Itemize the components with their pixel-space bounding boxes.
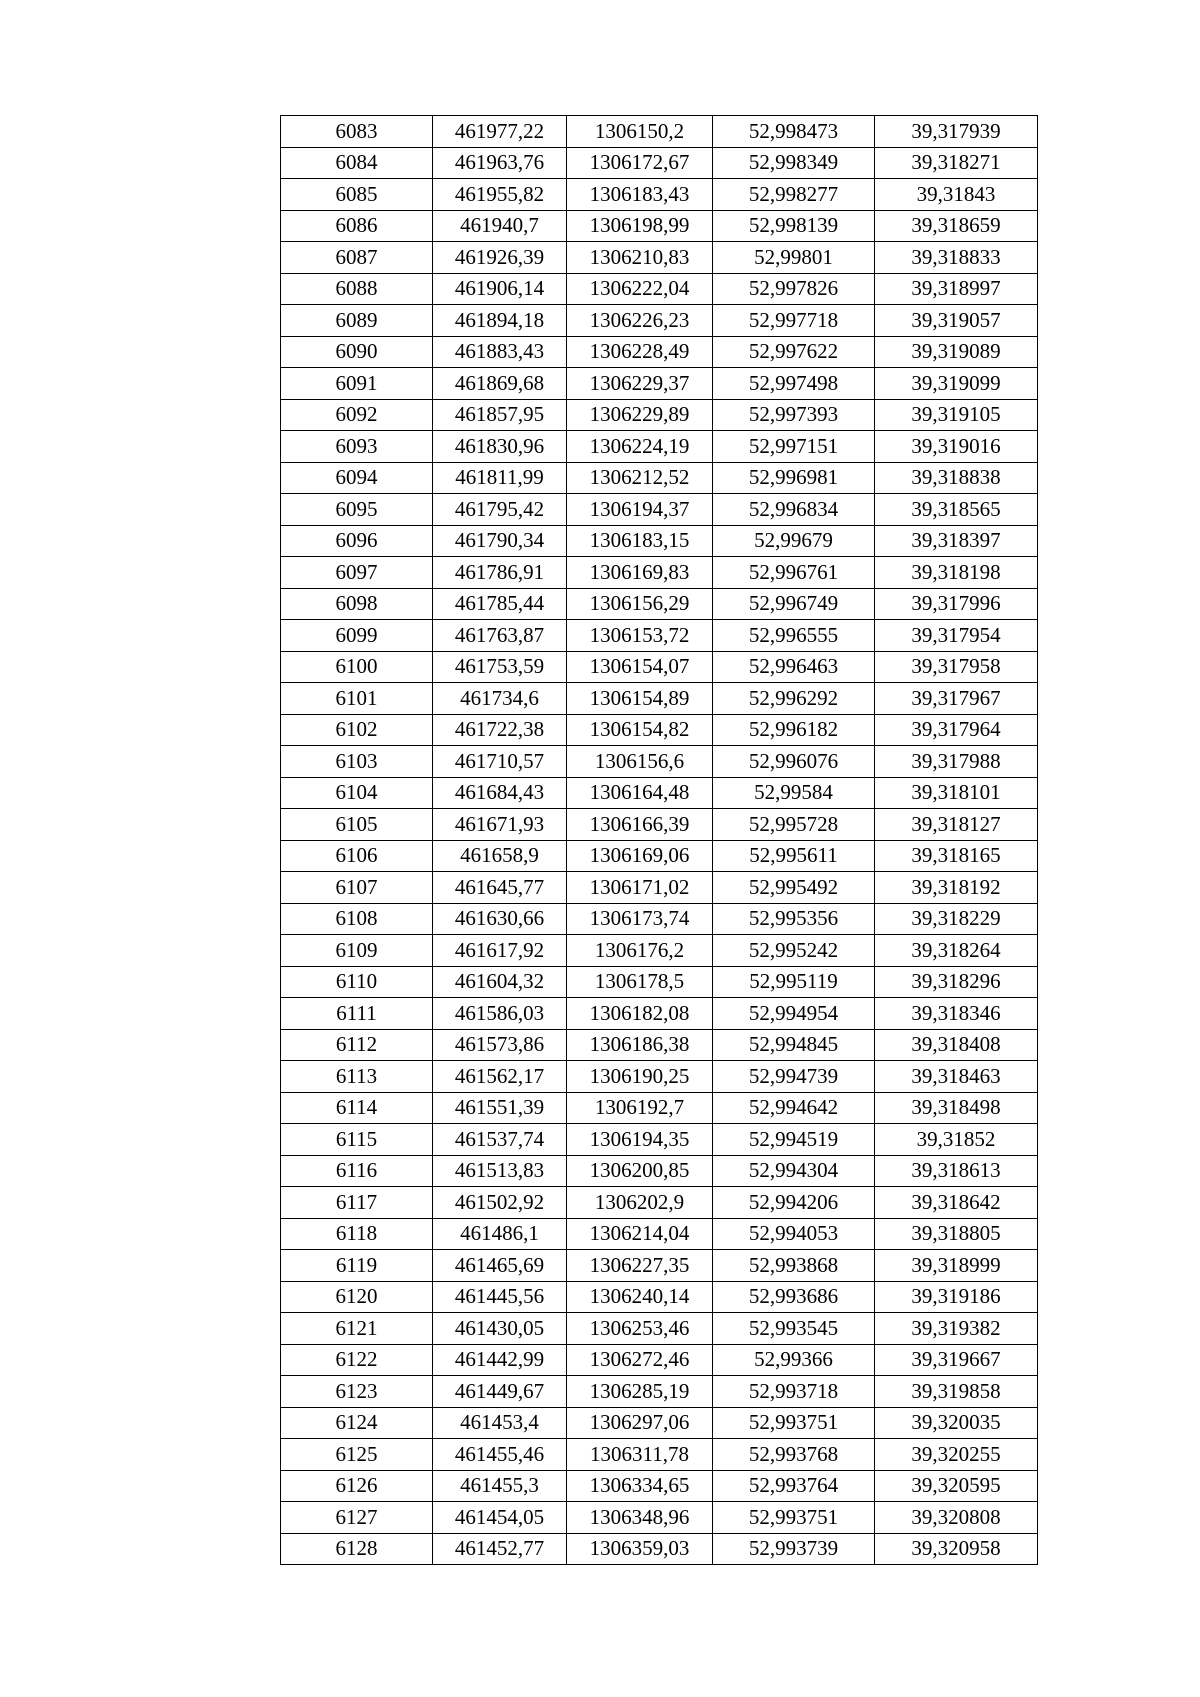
longitude-cell: 39,318346	[875, 998, 1038, 1030]
table-row	[281, 336, 1038, 368]
latitude-cell: 52,995728	[713, 809, 875, 841]
point-number-cell: 6088	[281, 273, 433, 305]
y-coordinate-cell: 1306169,06	[567, 840, 713, 872]
longitude-cell: 39,318101	[875, 777, 1038, 809]
y-coordinate-cell: 1306183,15	[567, 525, 713, 557]
latitude-cell: 52,998277	[713, 179, 875, 211]
point-number-cell: 6118	[281, 1218, 433, 1250]
x-coordinate-cell: 461710,57	[433, 746, 567, 778]
table-row	[281, 1124, 1038, 1156]
x-coordinate-cell: 461684,43	[433, 777, 567, 809]
longitude-cell: 39,318165	[875, 840, 1038, 872]
longitude-cell: 39,318833	[875, 242, 1038, 274]
table-row	[281, 935, 1038, 967]
x-coordinate-cell: 461562,17	[433, 1061, 567, 1093]
x-coordinate-cell: 461586,03	[433, 998, 567, 1030]
longitude-cell: 39,318642	[875, 1187, 1038, 1219]
x-coordinate-cell: 461830,96	[433, 431, 567, 463]
longitude-cell: 39,318613	[875, 1155, 1038, 1187]
longitude-cell: 39,318659	[875, 210, 1038, 242]
point-number-cell: 6117	[281, 1187, 433, 1219]
coordinates-table	[280, 115, 1038, 1565]
table-row	[281, 242, 1038, 274]
table-row	[281, 210, 1038, 242]
table-row	[281, 147, 1038, 179]
y-coordinate-cell: 1306176,2	[567, 935, 713, 967]
latitude-cell: 52,995242	[713, 935, 875, 967]
point-number-cell: 6111	[281, 998, 433, 1030]
point-number-cell: 6109	[281, 935, 433, 967]
y-coordinate-cell: 1306229,37	[567, 368, 713, 400]
y-coordinate-cell: 1306194,35	[567, 1124, 713, 1156]
x-coordinate-cell: 461617,92	[433, 935, 567, 967]
y-coordinate-cell: 1306156,29	[567, 588, 713, 620]
point-number-cell: 6114	[281, 1092, 433, 1124]
longitude-cell: 39,317967	[875, 683, 1038, 715]
x-coordinate-cell: 461671,93	[433, 809, 567, 841]
x-coordinate-cell: 461551,39	[433, 1092, 567, 1124]
x-coordinate-cell: 461430,05	[433, 1313, 567, 1345]
table-row	[281, 903, 1038, 935]
y-coordinate-cell: 1306153,72	[567, 620, 713, 652]
latitude-cell: 52,997151	[713, 431, 875, 463]
y-coordinate-cell: 1306202,9	[567, 1187, 713, 1219]
table-row	[281, 1533, 1038, 1565]
point-number-cell: 6121	[281, 1313, 433, 1345]
table-row	[281, 1250, 1038, 1282]
longitude-cell: 39,318999	[875, 1250, 1038, 1282]
latitude-cell: 52,995119	[713, 966, 875, 998]
latitude-cell: 52,993751	[713, 1407, 875, 1439]
longitude-cell: 39,319016	[875, 431, 1038, 463]
longitude-cell: 39,318997	[875, 273, 1038, 305]
x-coordinate-cell: 461869,68	[433, 368, 567, 400]
x-coordinate-cell: 461786,91	[433, 557, 567, 589]
point-number-cell: 6106	[281, 840, 433, 872]
x-coordinate-cell: 461977,22	[433, 116, 567, 148]
latitude-cell: 52,99366	[713, 1344, 875, 1376]
x-coordinate-cell: 461734,6	[433, 683, 567, 715]
longitude-cell: 39,320255	[875, 1439, 1038, 1471]
latitude-cell: 52,994954	[713, 998, 875, 1030]
point-number-cell: 6125	[281, 1439, 433, 1471]
longitude-cell: 39,318264	[875, 935, 1038, 967]
table-row	[281, 588, 1038, 620]
x-coordinate-cell: 461465,69	[433, 1250, 567, 1282]
y-coordinate-cell: 1306166,39	[567, 809, 713, 841]
longitude-cell: 39,318838	[875, 462, 1038, 494]
x-coordinate-cell: 461785,44	[433, 588, 567, 620]
table-row	[281, 777, 1038, 809]
latitude-cell: 52,994739	[713, 1061, 875, 1093]
y-coordinate-cell: 1306173,74	[567, 903, 713, 935]
point-number-cell: 6092	[281, 399, 433, 431]
y-coordinate-cell: 1306348,96	[567, 1502, 713, 1534]
y-coordinate-cell: 1306222,04	[567, 273, 713, 305]
latitude-cell: 52,993764	[713, 1470, 875, 1502]
x-coordinate-cell: 461658,9	[433, 840, 567, 872]
point-number-cell: 6096	[281, 525, 433, 557]
x-coordinate-cell: 461573,86	[433, 1029, 567, 1061]
longitude-cell: 39,319057	[875, 305, 1038, 337]
longitude-cell: 39,318805	[875, 1218, 1038, 1250]
point-number-cell: 6116	[281, 1155, 433, 1187]
point-number-cell: 6102	[281, 714, 433, 746]
latitude-cell: 52,993686	[713, 1281, 875, 1313]
latitude-cell: 52,997718	[713, 305, 875, 337]
x-coordinate-cell: 461722,38	[433, 714, 567, 746]
latitude-cell: 52,99801	[713, 242, 875, 274]
y-coordinate-cell: 1306154,82	[567, 714, 713, 746]
point-number-cell: 6119	[281, 1250, 433, 1282]
point-number-cell: 6084	[281, 147, 433, 179]
table-row	[281, 305, 1038, 337]
y-coordinate-cell: 1306210,83	[567, 242, 713, 274]
x-coordinate-cell: 461502,92	[433, 1187, 567, 1219]
latitude-cell: 52,998139	[713, 210, 875, 242]
y-coordinate-cell: 1306154,89	[567, 683, 713, 715]
longitude-cell: 39,318463	[875, 1061, 1038, 1093]
y-coordinate-cell: 1306226,23	[567, 305, 713, 337]
latitude-cell: 52,993868	[713, 1250, 875, 1282]
longitude-cell: 39,318127	[875, 809, 1038, 841]
longitude-cell: 39,317988	[875, 746, 1038, 778]
point-number-cell: 6120	[281, 1281, 433, 1313]
coordinates-table-body	[281, 116, 1038, 1565]
latitude-cell: 52,994304	[713, 1155, 875, 1187]
latitude-cell: 52,996834	[713, 494, 875, 526]
latitude-cell: 52,994642	[713, 1092, 875, 1124]
latitude-cell: 52,994845	[713, 1029, 875, 1061]
x-coordinate-cell: 461906,14	[433, 273, 567, 305]
table-row	[281, 462, 1038, 494]
latitude-cell: 52,995356	[713, 903, 875, 935]
x-coordinate-cell: 461926,39	[433, 242, 567, 274]
table-row	[281, 1344, 1038, 1376]
x-coordinate-cell: 461645,77	[433, 872, 567, 904]
longitude-cell: 39,31852	[875, 1124, 1038, 1156]
latitude-cell: 52,996292	[713, 683, 875, 715]
latitude-cell: 52,994519	[713, 1124, 875, 1156]
latitude-cell: 52,996182	[713, 714, 875, 746]
table-row	[281, 1407, 1038, 1439]
x-coordinate-cell: 461455,3	[433, 1470, 567, 1502]
table-row	[281, 116, 1038, 148]
y-coordinate-cell: 1306200,85	[567, 1155, 713, 1187]
latitude-cell: 52,994053	[713, 1218, 875, 1250]
latitude-cell: 52,99584	[713, 777, 875, 809]
y-coordinate-cell: 1306227,35	[567, 1250, 713, 1282]
y-coordinate-cell: 1306311,78	[567, 1439, 713, 1471]
latitude-cell: 52,998473	[713, 116, 875, 148]
latitude-cell: 52,997826	[713, 273, 875, 305]
table-row	[281, 714, 1038, 746]
table-row	[281, 1155, 1038, 1187]
x-coordinate-cell: 461453,4	[433, 1407, 567, 1439]
point-number-cell: 6097	[281, 557, 433, 589]
y-coordinate-cell: 1306183,43	[567, 179, 713, 211]
longitude-cell: 39,318397	[875, 525, 1038, 557]
longitude-cell: 39,318229	[875, 903, 1038, 935]
longitude-cell: 39,317958	[875, 651, 1038, 683]
point-number-cell: 6087	[281, 242, 433, 274]
table-row	[281, 179, 1038, 211]
x-coordinate-cell: 461452,77	[433, 1533, 567, 1565]
table-row	[281, 525, 1038, 557]
x-coordinate-cell: 461894,18	[433, 305, 567, 337]
point-number-cell: 6110	[281, 966, 433, 998]
y-coordinate-cell: 1306229,89	[567, 399, 713, 431]
x-coordinate-cell: 461630,66	[433, 903, 567, 935]
latitude-cell: 52,997393	[713, 399, 875, 431]
y-coordinate-cell: 1306186,38	[567, 1029, 713, 1061]
latitude-cell: 52,996463	[713, 651, 875, 683]
y-coordinate-cell: 1306171,02	[567, 872, 713, 904]
y-coordinate-cell: 1306194,37	[567, 494, 713, 526]
longitude-cell: 39,319667	[875, 1344, 1038, 1376]
table-row	[281, 872, 1038, 904]
point-number-cell: 6105	[281, 809, 433, 841]
table-row	[281, 1281, 1038, 1313]
x-coordinate-cell: 461955,82	[433, 179, 567, 211]
point-number-cell: 6107	[281, 872, 433, 904]
point-number-cell: 6108	[281, 903, 433, 935]
longitude-cell: 39,317996	[875, 588, 1038, 620]
table-row	[281, 1470, 1038, 1502]
point-number-cell: 6101	[281, 683, 433, 715]
y-coordinate-cell: 1306190,25	[567, 1061, 713, 1093]
x-coordinate-cell: 461445,56	[433, 1281, 567, 1313]
table-row	[281, 431, 1038, 463]
table-row	[281, 1218, 1038, 1250]
latitude-cell: 52,996555	[713, 620, 875, 652]
table-row	[281, 1376, 1038, 1408]
table-row	[281, 840, 1038, 872]
point-number-cell: 6098	[281, 588, 433, 620]
point-number-cell: 6122	[281, 1344, 433, 1376]
x-coordinate-cell: 461940,7	[433, 210, 567, 242]
x-coordinate-cell: 461442,99	[433, 1344, 567, 1376]
point-number-cell: 6085	[281, 179, 433, 211]
table-row	[281, 1313, 1038, 1345]
y-coordinate-cell: 1306272,46	[567, 1344, 713, 1376]
table-row	[281, 1439, 1038, 1471]
x-coordinate-cell: 461537,74	[433, 1124, 567, 1156]
longitude-cell: 39,320035	[875, 1407, 1038, 1439]
y-coordinate-cell: 1306359,03	[567, 1533, 713, 1565]
y-coordinate-cell: 1306150,2	[567, 116, 713, 148]
longitude-cell: 39,319382	[875, 1313, 1038, 1345]
table-row	[281, 998, 1038, 1030]
table-row	[281, 1061, 1038, 1093]
y-coordinate-cell: 1306253,46	[567, 1313, 713, 1345]
y-coordinate-cell: 1306297,06	[567, 1407, 713, 1439]
y-coordinate-cell: 1306285,19	[567, 1376, 713, 1408]
table-row	[281, 557, 1038, 589]
point-number-cell: 6095	[281, 494, 433, 526]
point-number-cell: 6115	[281, 1124, 433, 1156]
y-coordinate-cell: 1306182,08	[567, 998, 713, 1030]
y-coordinate-cell: 1306224,19	[567, 431, 713, 463]
longitude-cell: 39,320958	[875, 1533, 1038, 1565]
latitude-cell: 52,995492	[713, 872, 875, 904]
x-coordinate-cell: 461486,1	[433, 1218, 567, 1250]
table-row	[281, 1187, 1038, 1219]
latitude-cell: 52,996981	[713, 462, 875, 494]
table-row	[281, 746, 1038, 778]
longitude-cell: 39,318498	[875, 1092, 1038, 1124]
table-row	[281, 809, 1038, 841]
latitude-cell: 52,996749	[713, 588, 875, 620]
x-coordinate-cell: 461454,05	[433, 1502, 567, 1534]
table-row	[281, 399, 1038, 431]
latitude-cell: 52,997622	[713, 336, 875, 368]
table-row	[281, 966, 1038, 998]
latitude-cell: 52,997498	[713, 368, 875, 400]
point-number-cell: 6112	[281, 1029, 433, 1061]
point-number-cell: 6123	[281, 1376, 433, 1408]
point-number-cell: 6091	[281, 368, 433, 400]
x-coordinate-cell: 461790,34	[433, 525, 567, 557]
longitude-cell: 39,31843	[875, 179, 1038, 211]
longitude-cell: 39,319089	[875, 336, 1038, 368]
point-number-cell: 6090	[281, 336, 433, 368]
longitude-cell: 39,320595	[875, 1470, 1038, 1502]
x-coordinate-cell: 461604,32	[433, 966, 567, 998]
longitude-cell: 39,319858	[875, 1376, 1038, 1408]
longitude-cell: 39,318192	[875, 872, 1038, 904]
point-number-cell: 6093	[281, 431, 433, 463]
longitude-cell: 39,317964	[875, 714, 1038, 746]
point-number-cell: 6124	[281, 1407, 433, 1439]
latitude-cell: 52,998349	[713, 147, 875, 179]
point-number-cell: 6094	[281, 462, 433, 494]
x-coordinate-cell: 461811,99	[433, 462, 567, 494]
longitude-cell: 39,320808	[875, 1502, 1038, 1534]
x-coordinate-cell: 461883,43	[433, 336, 567, 368]
y-coordinate-cell: 1306156,6	[567, 746, 713, 778]
point-number-cell: 6100	[281, 651, 433, 683]
point-number-cell: 6086	[281, 210, 433, 242]
longitude-cell: 39,318408	[875, 1029, 1038, 1061]
y-coordinate-cell: 1306164,48	[567, 777, 713, 809]
point-number-cell: 6126	[281, 1470, 433, 1502]
y-coordinate-cell: 1306169,83	[567, 557, 713, 589]
y-coordinate-cell: 1306228,49	[567, 336, 713, 368]
y-coordinate-cell: 1306178,5	[567, 966, 713, 998]
y-coordinate-cell: 1306214,04	[567, 1218, 713, 1250]
y-coordinate-cell: 1306212,52	[567, 462, 713, 494]
x-coordinate-cell: 461455,46	[433, 1439, 567, 1471]
point-number-cell: 6104	[281, 777, 433, 809]
table-row	[281, 620, 1038, 652]
longitude-cell: 39,318271	[875, 147, 1038, 179]
latitude-cell: 52,99679	[713, 525, 875, 557]
y-coordinate-cell: 1306240,14	[567, 1281, 713, 1313]
y-coordinate-cell: 1306154,07	[567, 651, 713, 683]
longitude-cell: 39,319186	[875, 1281, 1038, 1313]
longitude-cell: 39,318198	[875, 557, 1038, 589]
table-row	[281, 683, 1038, 715]
point-number-cell: 6083	[281, 116, 433, 148]
x-coordinate-cell: 461753,59	[433, 651, 567, 683]
y-coordinate-cell: 1306192,7	[567, 1092, 713, 1124]
latitude-cell: 52,994206	[713, 1187, 875, 1219]
longitude-cell: 39,318565	[875, 494, 1038, 526]
longitude-cell: 39,317954	[875, 620, 1038, 652]
point-number-cell: 6113	[281, 1061, 433, 1093]
y-coordinate-cell: 1306198,99	[567, 210, 713, 242]
point-number-cell: 6128	[281, 1533, 433, 1565]
latitude-cell: 52,993718	[713, 1376, 875, 1408]
latitude-cell: 52,993751	[713, 1502, 875, 1534]
point-number-cell: 6099	[281, 620, 433, 652]
table-row	[281, 1502, 1038, 1534]
x-coordinate-cell: 461795,42	[433, 494, 567, 526]
point-number-cell: 6103	[281, 746, 433, 778]
longitude-cell: 39,317939	[875, 116, 1038, 148]
longitude-cell: 39,318296	[875, 966, 1038, 998]
latitude-cell: 52,995611	[713, 840, 875, 872]
x-coordinate-cell: 461449,67	[433, 1376, 567, 1408]
table-row	[281, 273, 1038, 305]
table-row	[281, 1029, 1038, 1061]
x-coordinate-cell: 461963,76	[433, 147, 567, 179]
latitude-cell: 52,993545	[713, 1313, 875, 1345]
latitude-cell: 52,996076	[713, 746, 875, 778]
point-number-cell: 6127	[281, 1502, 433, 1534]
table-row	[281, 494, 1038, 526]
x-coordinate-cell: 461763,87	[433, 620, 567, 652]
table-row	[281, 651, 1038, 683]
longitude-cell: 39,319099	[875, 368, 1038, 400]
y-coordinate-cell: 1306172,67	[567, 147, 713, 179]
y-coordinate-cell: 1306334,65	[567, 1470, 713, 1502]
table-row	[281, 368, 1038, 400]
longitude-cell: 39,319105	[875, 399, 1038, 431]
latitude-cell: 52,996761	[713, 557, 875, 589]
latitude-cell: 52,993739	[713, 1533, 875, 1565]
x-coordinate-cell: 461857,95	[433, 399, 567, 431]
x-coordinate-cell: 461513,83	[433, 1155, 567, 1187]
table-row	[281, 1092, 1038, 1124]
latitude-cell: 52,993768	[713, 1439, 875, 1471]
point-number-cell: 6089	[281, 305, 433, 337]
